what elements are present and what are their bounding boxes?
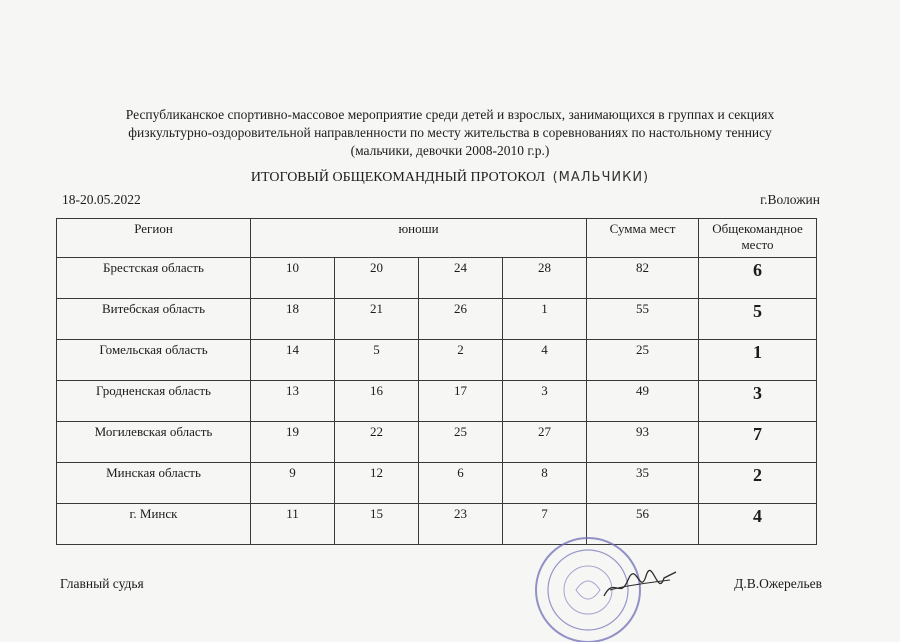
document-header bbox=[60, 106, 840, 160]
cell-score: 5 bbox=[335, 340, 419, 381]
cell-score: 22 bbox=[335, 422, 419, 463]
table-header-row bbox=[57, 219, 817, 258]
handwritten-note: (МАЛЬЧИКИ) bbox=[552, 170, 650, 185]
table-row bbox=[57, 463, 817, 504]
cell-sum: 56 bbox=[587, 504, 699, 545]
header-line-2: физкультурно-оздоровительной направленности по месту жительства в соревнованиях по настольному теннису bbox=[128, 125, 772, 140]
cell-score: 7 bbox=[503, 504, 587, 545]
cell-score: 6 bbox=[419, 463, 503, 504]
cell-score: 28 bbox=[503, 258, 587, 299]
cell-score: 21 bbox=[335, 299, 419, 340]
cell-score: 16 bbox=[335, 381, 419, 422]
cell-sum: 49 bbox=[587, 381, 699, 422]
chief-judge-label: Главный судья bbox=[60, 576, 144, 591]
cell-score: 25 bbox=[419, 422, 503, 463]
table-row bbox=[57, 258, 817, 299]
table-row bbox=[57, 422, 817, 463]
cell-score: 27 bbox=[503, 422, 587, 463]
cell-score: 10 bbox=[251, 258, 335, 299]
cell-place: 2 bbox=[699, 463, 817, 504]
table-row bbox=[57, 504, 817, 545]
cell-score: 18 bbox=[251, 299, 335, 340]
signature-icon bbox=[600, 566, 680, 606]
results-table bbox=[56, 218, 817, 545]
chief-judge-name: Д.В.Ожерельев bbox=[734, 576, 822, 591]
table-row bbox=[57, 381, 817, 422]
cell-region: Минская область bbox=[57, 463, 251, 504]
cell-score: 14 bbox=[251, 340, 335, 381]
document-title bbox=[60, 170, 840, 186]
cell-score: 20 bbox=[335, 258, 419, 299]
cell-score: 13 bbox=[251, 381, 335, 422]
header-region: Регион bbox=[57, 219, 251, 258]
cell-region: Витебская область bbox=[57, 299, 251, 340]
cell-score: 17 bbox=[419, 381, 503, 422]
cell-region: Гродненская область bbox=[57, 381, 251, 422]
header-sum: Сумма мест bbox=[587, 219, 699, 258]
cell-place: 3 bbox=[699, 381, 817, 422]
cell-score: 12 bbox=[335, 463, 419, 504]
cell-place: 5 bbox=[699, 299, 817, 340]
header-boys: юноши bbox=[251, 219, 587, 258]
table-row bbox=[57, 299, 817, 340]
cell-score: 3 bbox=[503, 381, 587, 422]
cell-score: 1 bbox=[503, 299, 587, 340]
event-city: г.Воложин bbox=[760, 192, 820, 207]
cell-sum: 25 bbox=[587, 340, 699, 381]
cell-region: Могилевская область bbox=[57, 422, 251, 463]
cell-score: 2 bbox=[419, 340, 503, 381]
cell-place: 4 bbox=[699, 504, 817, 545]
cell-score: 11 bbox=[251, 504, 335, 545]
cell-place: 6 bbox=[699, 258, 817, 299]
header-place: Общекомандное место bbox=[699, 219, 817, 258]
header-line-3: (мальчики, девочки 2008-2010 г.р.) bbox=[350, 143, 550, 158]
cell-score: 23 bbox=[419, 504, 503, 545]
cell-sum: 93 bbox=[587, 422, 699, 463]
cell-score: 19 bbox=[251, 422, 335, 463]
title-text: ИТОГОВЫЙ ОБЩЕКОМАНДНЫЙ ПРОТОКОЛ bbox=[250, 170, 546, 185]
cell-region: Брестская область bbox=[57, 258, 251, 299]
cell-score: 4 bbox=[503, 340, 587, 381]
cell-region: Гомельская область bbox=[57, 340, 251, 381]
cell-score: 15 bbox=[335, 504, 419, 545]
cell-place: 1 bbox=[699, 340, 817, 381]
event-date: 18-20.05.2022 bbox=[62, 192, 141, 207]
cell-score: 24 bbox=[419, 258, 503, 299]
cell-sum: 82 bbox=[587, 258, 699, 299]
cell-score: 8 bbox=[503, 463, 587, 504]
cell-sum: 35 bbox=[587, 463, 699, 504]
cell-score: 9 bbox=[251, 463, 335, 504]
cell-region: г. Минск bbox=[57, 504, 251, 545]
cell-sum: 55 bbox=[587, 299, 699, 340]
table-row bbox=[57, 340, 817, 381]
cell-place: 7 bbox=[699, 422, 817, 463]
cell-score: 26 bbox=[419, 299, 503, 340]
header-line-1: Республиканское спортивно-массовое мероприятие среди детей и взрослых, занимающихся в группах и секциях bbox=[125, 107, 775, 122]
